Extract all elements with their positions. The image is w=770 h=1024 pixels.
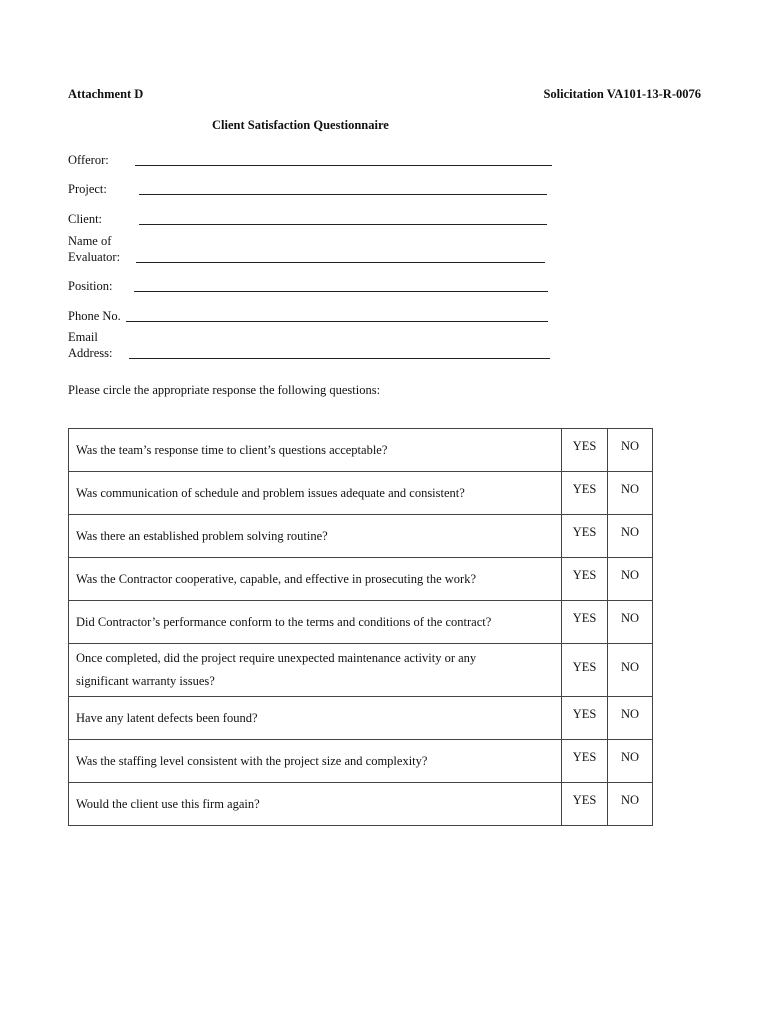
offeror-field xyxy=(68,152,552,168)
question-cell xyxy=(69,515,562,558)
no-label: NO xyxy=(620,525,640,539)
question-text: Was there an established problem solving routine? xyxy=(76,528,328,543)
phone-input-line[interactable] xyxy=(126,321,548,322)
question-cell xyxy=(69,697,562,740)
question-text: Was the team’s response time to client’s questions acceptable? xyxy=(76,442,388,457)
email-label-line1: Email xyxy=(68,330,98,344)
no-label: NO xyxy=(620,793,640,807)
question-text: Was the Contractor cooperative, capable, and effective in prosecuting the work? xyxy=(76,571,476,586)
yes-option[interactable] xyxy=(562,601,608,644)
yes-option[interactable] xyxy=(562,644,608,697)
client-input-line[interactable] xyxy=(139,224,547,225)
project-input-line[interactable] xyxy=(139,194,547,195)
yes-option[interactable] xyxy=(562,429,608,472)
offeror-label: Offeror: xyxy=(68,153,109,167)
question-cell xyxy=(69,644,562,697)
no-option[interactable] xyxy=(608,472,653,515)
evaluator-label-line1: Name of xyxy=(68,234,112,248)
evaluator-label-line2: Evaluator: xyxy=(68,250,121,264)
yes-option[interactable] xyxy=(562,740,608,783)
email-input-line[interactable] xyxy=(129,358,550,359)
no-label: NO xyxy=(620,482,640,496)
yes-option[interactable] xyxy=(562,472,608,515)
question-text: Would the client use this firm again? xyxy=(76,796,260,811)
no-option[interactable] xyxy=(608,644,653,697)
no-label: NO xyxy=(620,439,640,453)
yes-label: YES xyxy=(572,750,597,764)
email-field xyxy=(68,329,552,361)
no-option[interactable] xyxy=(608,601,653,644)
no-option[interactable] xyxy=(608,429,653,472)
project-label: Project: xyxy=(68,182,107,196)
yes-label: YES xyxy=(572,611,597,625)
question-text: Was communication of schedule and problem issues adequate and consistent? xyxy=(76,485,465,500)
question-row xyxy=(69,558,653,601)
no-option[interactable] xyxy=(608,740,653,783)
question-row xyxy=(69,515,653,558)
question-row xyxy=(69,429,653,472)
yes-label: YES xyxy=(572,482,597,496)
page-title: Client Satisfaction Questionnaire xyxy=(212,118,389,132)
yes-option[interactable] xyxy=(562,515,608,558)
question-text: Have any latent defects been found? xyxy=(76,710,258,725)
yes-option[interactable] xyxy=(562,697,608,740)
client-label: Client: xyxy=(68,212,103,226)
no-option[interactable] xyxy=(608,515,653,558)
question-cell xyxy=(69,783,562,826)
yes-label: YES xyxy=(572,439,597,453)
question-cell xyxy=(69,472,562,515)
question-row xyxy=(69,601,653,644)
question-row xyxy=(69,740,653,783)
question-cell xyxy=(69,429,562,472)
question-text: Did Contractor’s performance conform to the terms and conditions of the contract? xyxy=(76,614,492,629)
no-label: NO xyxy=(620,660,640,674)
attachment-label: Attachment D xyxy=(68,87,144,101)
no-label: NO xyxy=(620,568,640,582)
yes-label: YES xyxy=(572,793,597,807)
question-row xyxy=(69,783,653,826)
yes-label: YES xyxy=(572,707,597,721)
question-cell xyxy=(69,740,562,783)
question-text: Once completed, did the project require unexpected maintenance activity or any significant warranty issues? xyxy=(76,651,477,688)
instructions: Please circle the appropriate response the following questions: xyxy=(68,383,381,397)
evaluator-input-line[interactable] xyxy=(136,262,545,263)
question-row xyxy=(69,644,653,697)
question-cell xyxy=(69,601,562,644)
yes-option[interactable] xyxy=(562,558,608,601)
email-label-line2: Address: xyxy=(68,346,113,360)
questions-table xyxy=(68,428,653,826)
question-row xyxy=(69,697,653,740)
offeror-input-line[interactable] xyxy=(135,165,552,166)
project-field xyxy=(68,181,552,197)
no-option[interactable] xyxy=(608,558,653,601)
phone-field xyxy=(68,308,552,324)
question-text: Was the staffing level consistent with the project size and complexity? xyxy=(76,753,428,768)
yes-label: YES xyxy=(572,660,597,674)
no-label: NO xyxy=(620,707,640,721)
question-row xyxy=(69,472,653,515)
position-input-line[interactable] xyxy=(134,291,548,292)
no-option[interactable] xyxy=(608,697,653,740)
solicitation-number: Solicitation VA101-13-R-0076 xyxy=(543,87,701,101)
yes-option[interactable] xyxy=(562,783,608,826)
client-field xyxy=(68,211,552,227)
no-label: NO xyxy=(620,750,640,764)
yes-label: YES xyxy=(572,568,597,582)
no-label: NO xyxy=(620,611,640,625)
position-label: Position: xyxy=(68,279,113,293)
question-cell xyxy=(69,558,562,601)
position-field xyxy=(68,278,552,294)
no-option[interactable] xyxy=(608,783,653,826)
phone-label: Phone No. xyxy=(68,309,121,323)
yes-label: YES xyxy=(572,525,597,539)
evaluator-field xyxy=(68,233,552,265)
